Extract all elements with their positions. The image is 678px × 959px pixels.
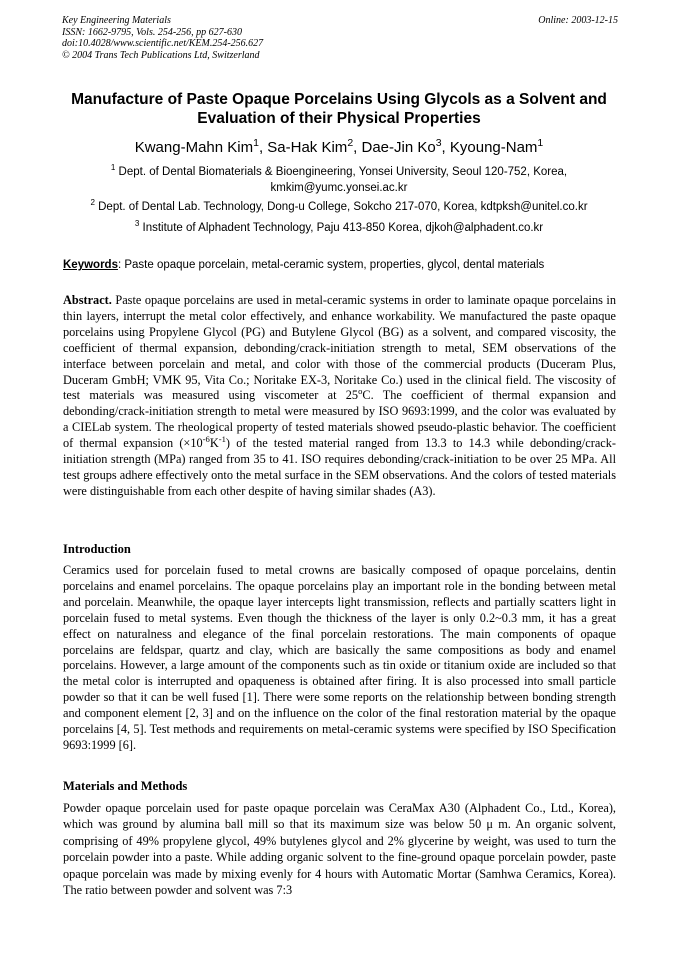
abstract-text: C. The coefficient of thermal expansion and debonding/crack-initiation strength to metal were measured by ISO 9693:1999, and the color was evaluated by a CIELab system. The rheological property of tested materials showed pseudo-plastic behavior. The coefficient of thermal expansion (×10 bbox=[63, 388, 616, 451]
affiliation-number: 1 bbox=[110, 163, 116, 173]
introduction-paragraph: Ceramics used for porcelain fused to metal crowns are basically composed of opaque porcelains, dentin porcelains and enamel porcelains. The opaque porcelains play an important role in the bonding between metal and porcelain. Meanwhile, the opaque layer intercepts light transmission, reflects and partially scatters light in porcelain fused to metal systems. Even though the thickness of the layer is only 0.2~0.3 mm, it has a great effect on naturalness and elegance of the final porcelain restorations. The main components of opaque porcelains are feldspar, quartz and clay, which are basically the same compositions as body and enamel porcelains. However, a large amount of the components such as tin oxide or titanium oxide are included so that the metal color is interrupted and opaqueness is obtained after firing. It is also processed into small particle powder so that it can be well fused [1]. There were some reports on the relationship between bonding strength and component element [2, 3] and on the influence on the color of the final restoration material by the opaque porcelains [4, 5]. Test methods and requirements on metal-ceramic systems were specified by ISO Specification 9693:1999 [6]. bbox=[63, 563, 616, 752]
affiliation-email: kmkim@yumc.yonsei.ac.kr bbox=[270, 182, 408, 194]
abstract-paragraph bbox=[63, 293, 616, 500]
author-affiliation-mark: 3 bbox=[435, 137, 442, 149]
affiliation-number: 3 bbox=[134, 219, 140, 229]
affiliation-3 bbox=[50, 220, 628, 236]
abstract-text: ) of the tested material ranged from 13.3 to 14.3 while debonding/crack-initiation strength (MPa) ranged from 35 to 41. ISO requires debonding/crack-initiation to be over 25 MPa. All test groups adhere effectively onto the metal surface in the SEM observations. And the colors of tested materials were distinguishable from each other despite of having similar shades (A3). bbox=[63, 436, 616, 498]
title-line-1: Manufacture of Paste Opaque Porcelains Using Glycols as a Solvent and bbox=[71, 91, 607, 108]
journal-name: Key Engineering Materials bbox=[62, 15, 171, 26]
methods-heading: Materials and Methods bbox=[63, 779, 188, 793]
paper-title bbox=[50, 90, 628, 128]
doi-line: doi:10.4028/www.scientific.net/KEM.254-256.627 bbox=[62, 38, 264, 49]
author-affiliation-mark: 1 bbox=[253, 137, 259, 149]
methods-paragraph: Powder opaque porcelain used for paste opaque porcelain was CeraMax A30 (Alphadent Co., Ltd., Korea), which was ground by alumina ball mill so that its maximum size was below 50 μ m. An organic solvent, comprising of 49% propylene glycol, 49% butylenes glycol and 2% glycerine by weight, was used to turn the porcelain powder into a paste. While adding organic solvent to the fine-ground opaque porcelain powder, paste opaque porcelain was made by mixing evenly for 4 hours with Automatic Mortar (Samhwa Ceramics, Korea). The ratio between powder and solvent was 7:3 bbox=[63, 801, 616, 898]
author-name: , Dae-Jin Ko bbox=[353, 139, 436, 156]
author-list bbox=[40, 138, 638, 158]
author-name: , Kyoung-Nam bbox=[441, 139, 538, 156]
degree-superscript: o bbox=[358, 386, 363, 397]
author-name: , Sa-Hak Kim bbox=[258, 139, 348, 156]
exponent-superscript: -6 bbox=[202, 434, 210, 445]
affiliation-1 bbox=[50, 164, 628, 196]
title-line-2: Evaluation of their Physical Properties bbox=[197, 110, 481, 127]
affiliation-text: Dept. of Dental Biomaterials & Bioengineering, Yonsei University, Seoul 120-752, Korea, bbox=[115, 166, 568, 178]
keywords-label: Keywords bbox=[63, 259, 118, 271]
journal-header bbox=[62, 15, 618, 61]
author-affiliation-mark: 2 bbox=[347, 137, 354, 149]
keywords-line bbox=[63, 258, 619, 273]
author-name: Kwang-Mahn Kim bbox=[134, 139, 254, 156]
abstract-label: Abstract. bbox=[63, 293, 112, 307]
copyright-line: © 2004 Trans Tech Publications Ltd, Switzerland bbox=[62, 49, 260, 61]
author-affiliation-mark: 1 bbox=[537, 137, 544, 149]
kelvin-unit: K bbox=[209, 436, 219, 451]
introduction-heading: Introduction bbox=[63, 542, 131, 556]
abstract-text: Paste opaque porcelains are used in metal-ceramic systems in order to laminate opaque porcelains in thin layers, interrupt the metal color effectively, and enhance workability. We manufactured the paste opaque porcelains using Propylene Glycol (PG) and Butylene Glycol (BG) as a solvent, and compared viscosity, the coefficient of thermal expansion, debonding/crack-initiation strength to metal, SEM observations of the interface between porcelain and metal, and color with those of the commercial products (Duceram Plus, Duceram GmbH; VMK 95, Vita Co.; Noritake EX-3, Noritake Co.) used in the clinical field. The viscosity of test materials was measured using viscometer at 25 bbox=[63, 293, 616, 403]
issn-line: ISSN: 1662-9795, Vols. 254-256, pp 627-630 bbox=[62, 26, 242, 38]
affiliation-text: Dept. of Dental Lab. Technology, Dong-u College, Sokcho 217-070, Korea, kdtpksh@unitel.co.kr bbox=[94, 201, 588, 213]
keywords-text: : Paste opaque porcelain, metal-ceramic system, properties, glycol, dental materials bbox=[117, 259, 545, 271]
online-date: Online: 2003-12-15 bbox=[538, 15, 618, 26]
affiliation-number: 2 bbox=[90, 198, 95, 208]
affiliation-2 bbox=[50, 199, 628, 215]
exponent-superscript: -1 bbox=[218, 434, 226, 445]
affiliation-text: Institute of Alphadent Technology, Paju 413-850 Korea, djkoh@alphadent.co.kr bbox=[139, 222, 544, 234]
